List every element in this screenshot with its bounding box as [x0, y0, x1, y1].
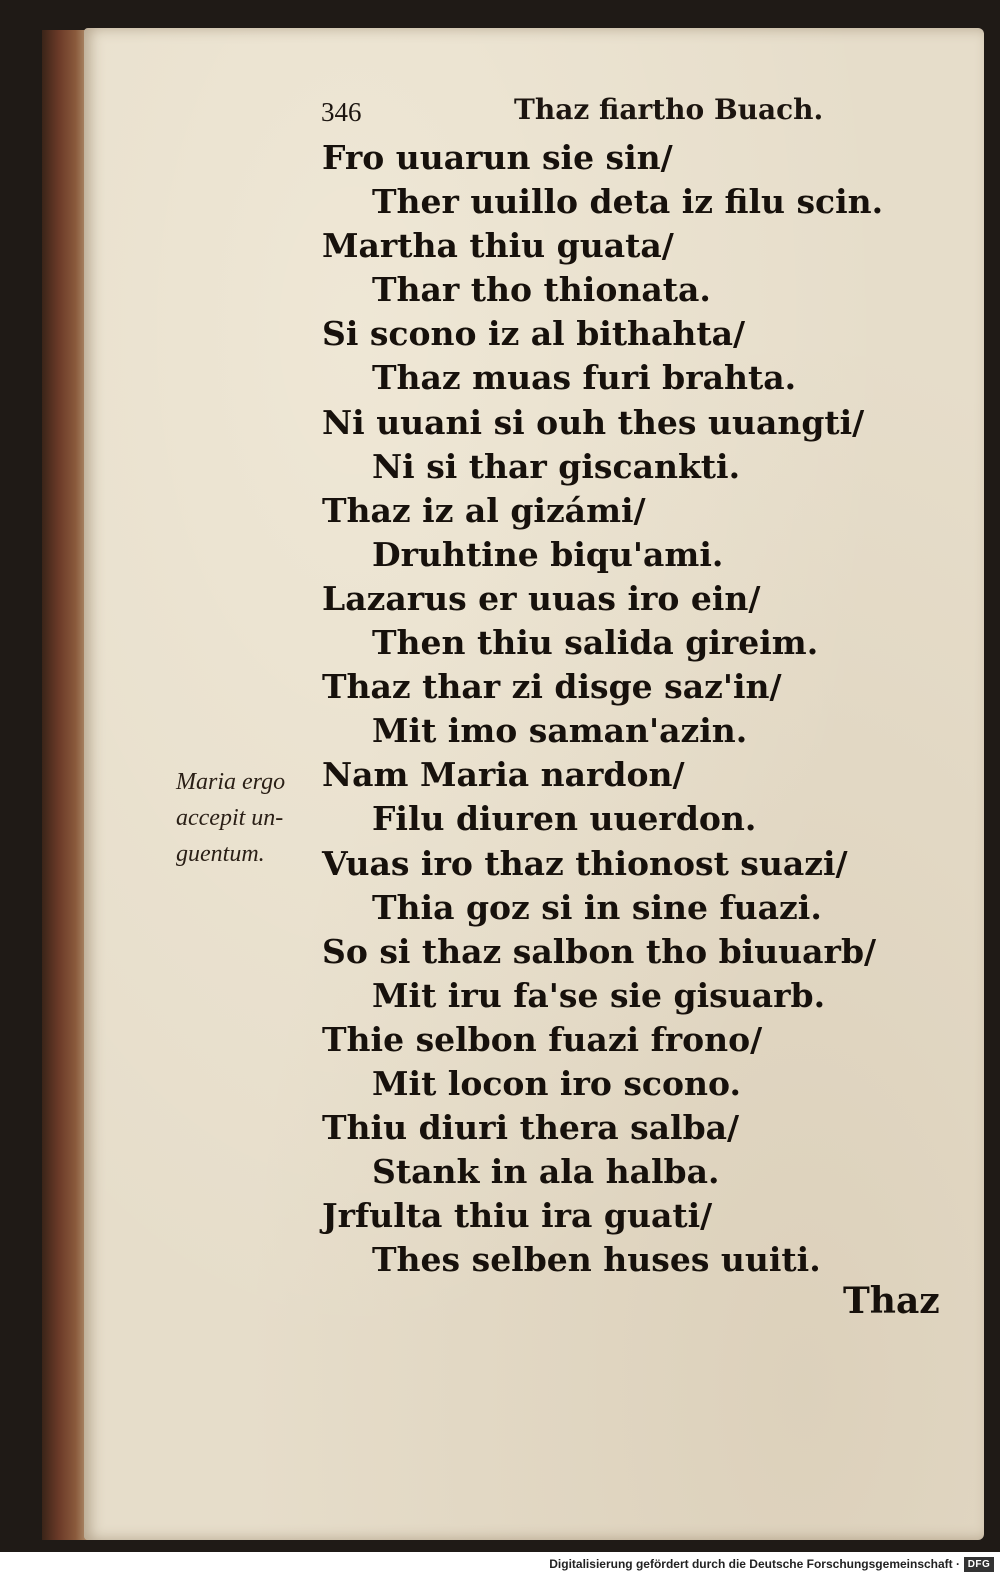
verse-line: Thiu diuri thera salba/: [322, 1108, 740, 1148]
verse-line: So si thaz salbon tho biuuarb/: [322, 931, 877, 971]
verse-line: Thes selben huses uuiti.: [372, 1240, 821, 1280]
verse-line: Thie selbon fuazi frono/: [322, 1019, 763, 1059]
verse-line: Thar tho thionata.: [372, 270, 711, 310]
verse-line: Thia goz si in sine fuazi.: [372, 887, 822, 927]
page-header: [321, 93, 824, 137]
verse-line: Mit imo saman'azin.: [372, 711, 748, 751]
verse-line: Ther uuillo deta iz filu scin.: [372, 182, 884, 222]
book-spine: [42, 30, 90, 1540]
verse-line: Lazarus er uuas iro ein/: [322, 578, 761, 618]
verse-line: Mit locon iro scono.: [372, 1063, 741, 1103]
verse-line: Ni si thar giscankti.: [372, 446, 741, 486]
running-head: Thaz fiartho Buach.: [514, 93, 824, 126]
page-number: 346: [321, 97, 362, 127]
verse-line: Nam Maria nardon/: [322, 755, 685, 795]
verse-line: Thaz iz al gizámi/: [322, 490, 646, 530]
funding-credit: Digitalisierung gefördert durch die Deutsche Forschungsgemeinschaft ·: [549, 1557, 960, 1571]
marginal-note: [176, 764, 326, 872]
verse-line: Ni uuani si ouh thes uuangti/: [322, 402, 865, 442]
verse-line: Thaz muas furi brahta.: [372, 358, 797, 398]
verse-line: Fro uuarun sie sin/: [322, 138, 673, 177]
verse-line: Thaz thar zi disge saz'in/: [322, 667, 782, 707]
verse-line: Druhtine biqu'ami.: [372, 534, 724, 574]
verse-line: Si scono iz al bithahta/: [322, 314, 746, 354]
verse-line: Then thiu salida gireim.: [372, 623, 819, 663]
marginal-note-line: Maria ergo: [176, 769, 286, 795]
verse-line: Vuas iro thaz thionost suazi/: [322, 843, 848, 883]
marginal-note-line: guentum.: [176, 841, 265, 867]
marginal-note-line: accepit un-: [176, 805, 284, 831]
verse-line: Filu diuren uuerdon.: [372, 799, 757, 839]
verse-line: Jrfulta thiu ira guati/: [322, 1196, 713, 1236]
verse-text: [322, 136, 962, 1282]
catchword: Thaz: [843, 1280, 940, 1322]
verse-line: Mit iru fa'se sie gisuarb.: [372, 975, 826, 1015]
verse-line: Stank in ala halba.: [372, 1152, 720, 1192]
verse-line: Martha thiu guata/: [322, 226, 674, 266]
dfg-logo: DFG: [964, 1557, 994, 1572]
